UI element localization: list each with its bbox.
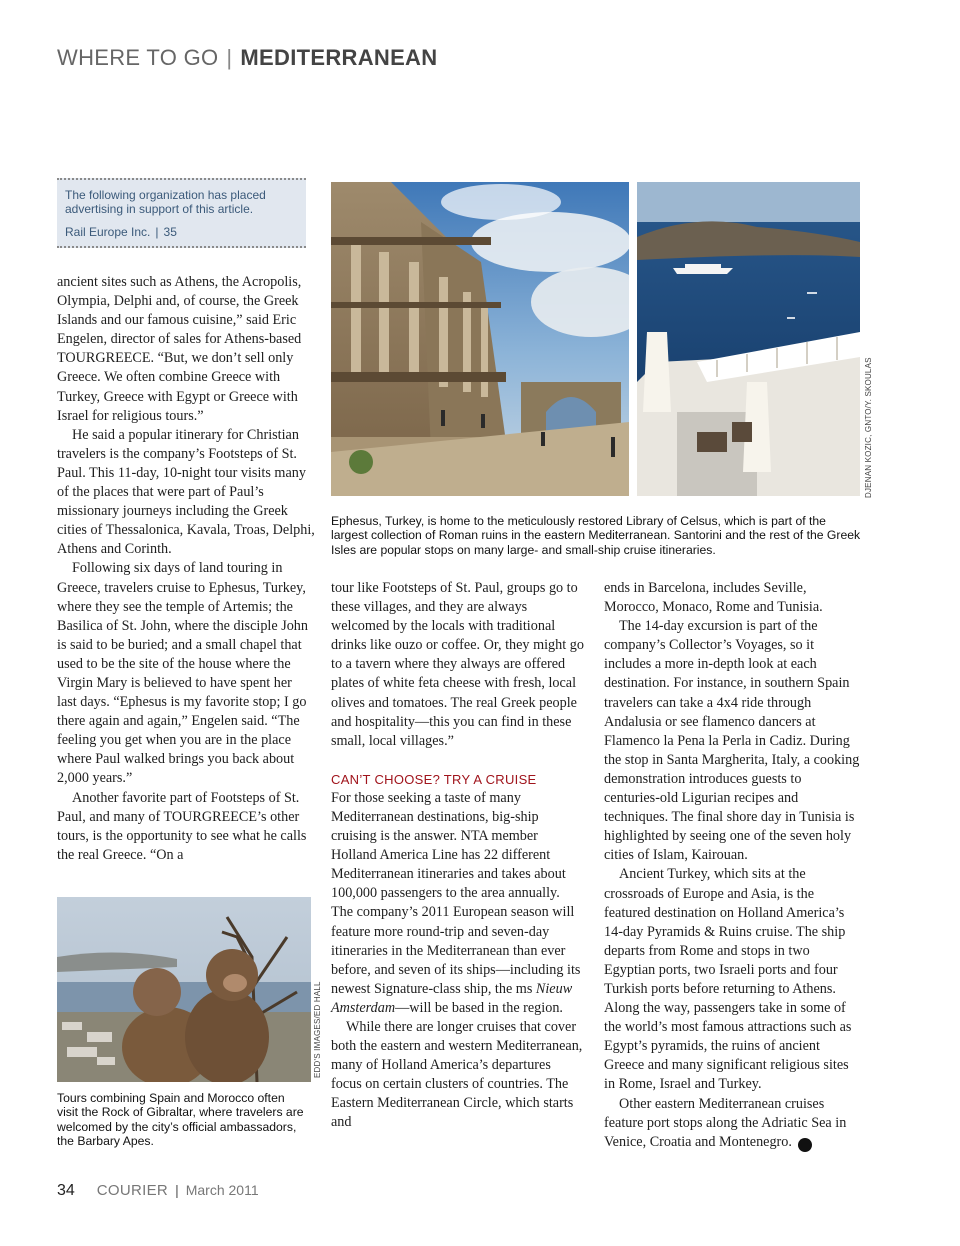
- region-label: MEDITERRANEAN: [240, 45, 438, 70]
- paragraph: He said a popular itinerary for Christian travelers is the company’s Footsteps of St. Paul. This 11-day, 10-night tour visits many of the places that were part of Paul’s missionary journeys including the Greek cities of Thessalonica, Kavala, Troas, Delphi, Athens and Corinth.: [57, 426, 315, 558]
- section-label: WHERE TO GO: [57, 45, 219, 70]
- end-mark-icon: C: [798, 1138, 812, 1152]
- paragraph-text: For those seeking a taste of many Mediterranean destinations, big-ship cruising is the answer. NTA member Holland America Line has 22 different Mediterranean itineraries and takes about 100,000 passengers to the area annually. The company’s 2011 European season will feature more round-trip and seven-day itineraries in the Mediterranean than ever before, and seven of its ships—including its newest Signature-class ship, the ms: [331, 789, 581, 997]
- photo-credit: EDD'S IMAGES/ED HALL: [313, 981, 322, 1078]
- ship-name: Nieuw Amsterdam: [331, 980, 573, 1016]
- paragraph: [331, 789, 585, 1018]
- paragraph: Following six days of land touring in Greece, travelers cruise to Ephesus, Turkey, where they see the temple of Artemis; the Basilica of St. John, where the disciple John is said to be buried; and a small chapel that used to be the site of the house where the Virgin Mary is believed to have spent her last days. “Ephesus is my favorite stop; I go there again and again,” Engelen said. “The feeling you get when you are in the place where Paul walked brings you back about 2,000 years.”: [57, 560, 308, 787]
- paragraph: Another favorite part of Footsteps of St. Paul, and many of TOURGREECE’s other tours, is the opportunity to see what he calls the real Greece. “On a: [57, 789, 307, 863]
- article-column-3: [604, 579, 860, 1152]
- paragraph: The 14-day excursion is part of the company’s Collector’s Voyages, so it includes a more in-depth look at each destination. For instance, in southern Spain travelers can take a 4x4 ride through Andalusia or see flamenco dancers at Flamenco la Pena la Perla in Cadiz. During the stop in Santa Margherita, Italy, a cooking demonstration introduces guests to centuries-old Ligurian recipes and techniques. The final shore day in Tunisia is highlighted by seeing one of the seven holy cities of Islam, Kairouan.: [604, 618, 860, 864]
- advertiser-page[interactable]: 35: [163, 225, 177, 239]
- advertising-notice: [57, 178, 306, 248]
- advertiser-name[interactable]: Rail Europe Inc.: [65, 225, 151, 239]
- header-separator: |: [226, 45, 233, 70]
- subheading: CAN’T CHOOSE? TRY A CRUISE: [331, 771, 537, 787]
- article-column-1: [57, 273, 315, 865]
- page-footer: [57, 1182, 259, 1200]
- advertiser-separator: |: [155, 225, 159, 239]
- paragraph: [604, 1095, 860, 1152]
- paragraph: ends in Barcelona, includes Seville, Morocco, Monaco, Rome and Tunisia.: [604, 580, 823, 616]
- paragraph: tour like Footsteps of St. Paul, groups go to these villages, and they are always welcomed by the locals with traditional drinks like ouzo or coffee. Or, they might go to a tavern where they always are offered plates of white feta cheese with fresh, local olives and tomatoes. The real Greek people and hospitality—this you can find in these small, local villages.”: [331, 580, 584, 749]
- photo-caption: Tours combining Spain and Morocco often visit the Rock of Gibraltar, where travelers are welcomed by the city’s official ambassadors, the Barbary Apes.: [57, 1091, 304, 1149]
- page-number: 34: [57, 1182, 75, 1199]
- article-column-2: [331, 579, 585, 1133]
- photo-credit: DJENAN KOZIC, GNTO/Y. SKOULAS: [864, 357, 873, 498]
- section-header: [57, 45, 437, 71]
- paragraph-text: —will be based in the region.: [395, 999, 563, 1016]
- advertiser-line: [65, 225, 298, 239]
- paragraph: Ancient Turkey, which sits at the crossroads of Europe and Asia, is the featured destination on Holland America’s 14-day Pyramids & Ruins cruise. The ship departs from Rome and stops in two Egyptian ports, two Israeli ports and four Turkish ports before returning to Athens. Along the way, passengers take in some of the world’s most famous attractions such as Egypt’s pyramids, the ruins of ancient Greece and many significant religious sites in Rome, Israel and Turkey.: [604, 866, 852, 1093]
- paragraph: ancient sites such as Athens, the Acropolis, Olympia, Delphi and, of course, the Greek Islands and our famous cuisine,” said Eric Engelen, director of sales for Athens-based TOURGREECE. “But, we don’t sell only Greece. We often combine Greece with Turkey, Greece with Egypt or Greece with Israel for religious tours.”: [57, 274, 302, 424]
- ephesus-library-photo: [331, 182, 629, 496]
- paragraph: While there are longer cruises that cover both the eastern and western Mediterranean, many of Holland America’s departures focus on certain clusters of countries. The Eastern Mediterranean Circle, which starts and: [331, 1018, 583, 1131]
- footer-separator: |: [175, 1182, 179, 1198]
- barbary-apes-photo: [57, 897, 311, 1082]
- paragraph-text: Other eastern Mediterranean cruises feature port stops along the Adriatic Sea in Venice, Croatia and Montenegro.: [604, 1095, 847, 1150]
- magazine-name: COURIER: [96, 1182, 169, 1199]
- advertising-notice-text: The following organization has placed advertising in support of this article.: [65, 188, 266, 216]
- santorini-photo: [637, 182, 860, 496]
- issue-date: March 2011: [185, 1182, 259, 1198]
- photo-caption: Ephesus, Turkey, is home to the meticulously restored Library of Celsus, which is part of the largest collection of Roman ruins in the eastern Mediterranean. Santorini and the rest of the Greek Isles are popular stops on many large- and small-ship cruise itineraries.: [331, 514, 861, 557]
